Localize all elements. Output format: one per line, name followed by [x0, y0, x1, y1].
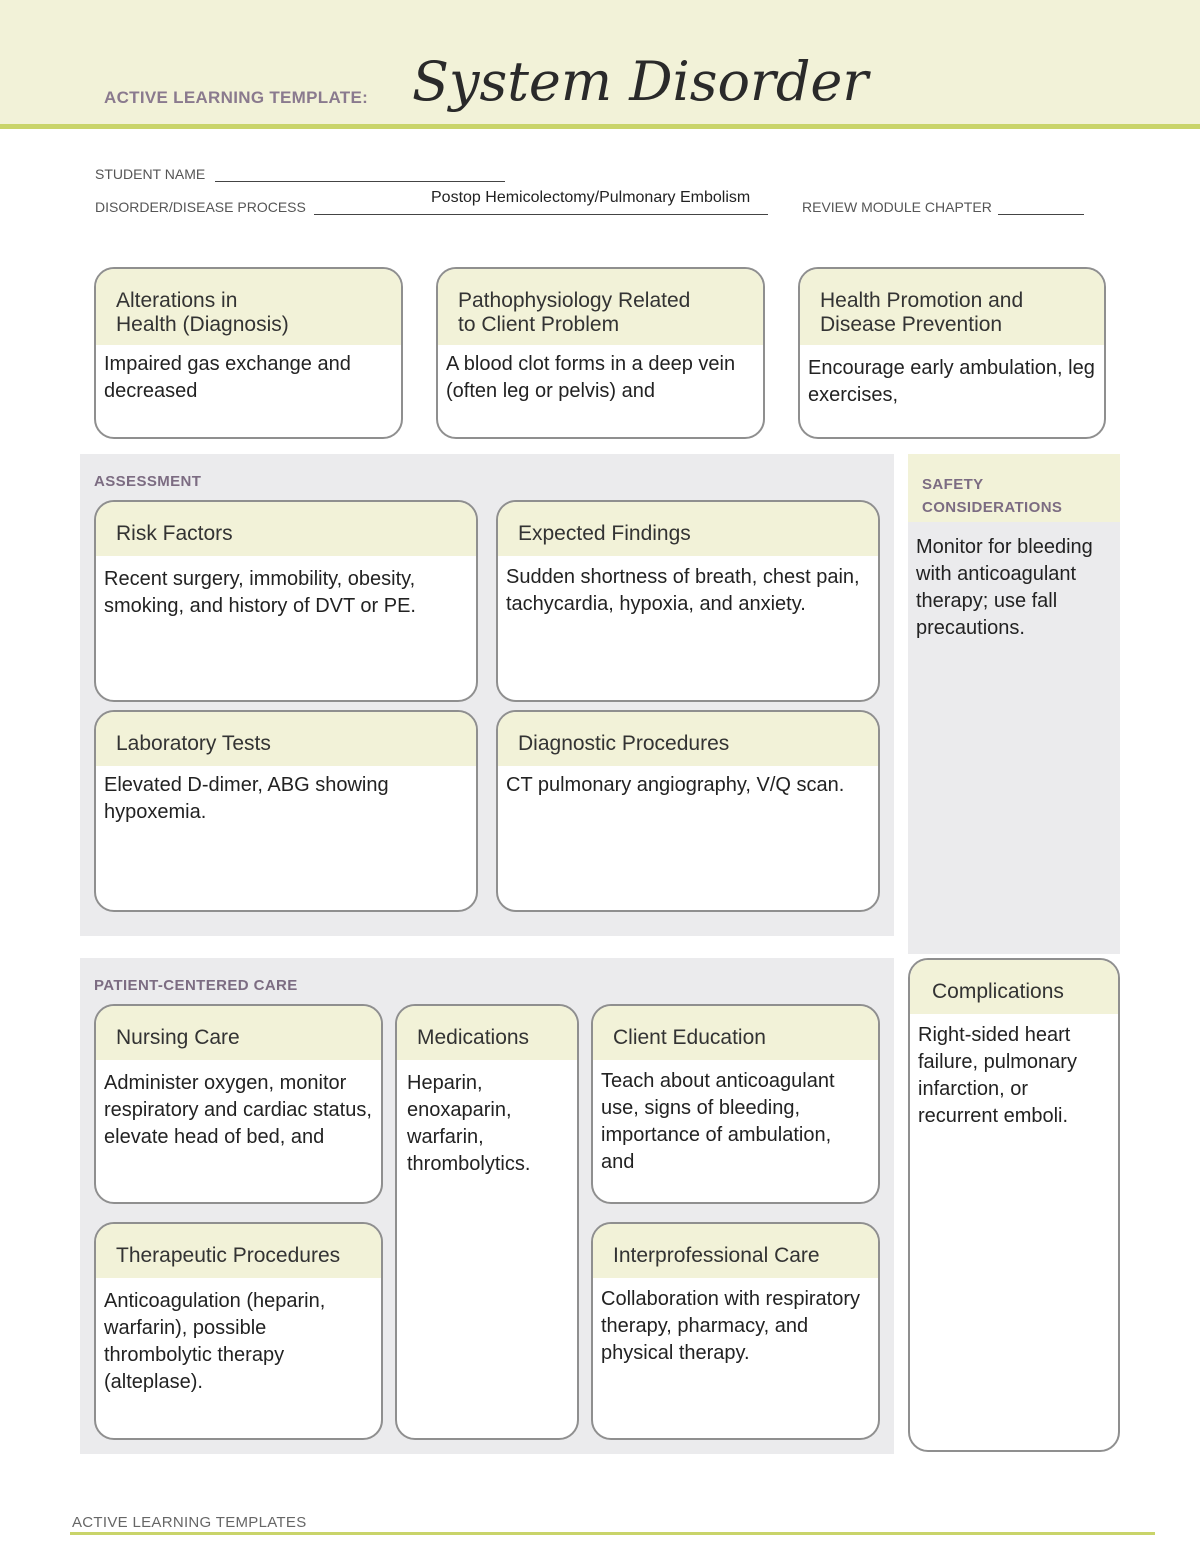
laboratory-tests-title: Laboratory Tests — [96, 712, 476, 766]
safety-heading-line1: SAFETY — [922, 476, 984, 493]
disorder-label: DISORDER/DISEASE PROCESS — [95, 199, 306, 215]
expected-findings-box — [496, 500, 880, 702]
alterations-header — [96, 269, 401, 345]
laboratory-tests-box — [94, 710, 478, 912]
student-name-label: STUDENT NAME — [95, 166, 206, 182]
safety-body[interactable]: Monitor for bleeding with anticoagulant therapy; use fall precautions. — [916, 536, 1093, 639]
interprofessional-care-body[interactable]: Collaboration with respiratory therapy, pharmacy, and physical therapy. — [601, 1288, 861, 1364]
review-module-row — [802, 199, 1084, 215]
nursing-care-box — [94, 1004, 383, 1204]
risk-factors-body[interactable]: Recent surgery, immobility, obesity, smoking, and history of DVT or PE. — [104, 568, 416, 617]
review-module-field[interactable] — [998, 200, 1084, 215]
footer-text: ACTIVE LEARNING TEMPLATES — [72, 1514, 307, 1531]
therapeutic-procedures-title: Therapeutic Procedures — [96, 1224, 381, 1278]
assessment-heading: ASSESSMENT — [94, 473, 202, 490]
diagnostic-procedures-body[interactable]: CT pulmonary angiography, V/Q scan. — [506, 774, 845, 796]
pathophysiology-body[interactable]: A blood clot forms in a deep vein (often leg or pelvis) and — [446, 353, 736, 402]
safety-panel — [908, 454, 1120, 954]
diagnostic-procedures-title: Diagnostic Procedures — [498, 712, 878, 766]
pathophysiology-header — [438, 269, 763, 345]
alterations-title-line1: Alterations in — [116, 289, 238, 312]
expected-findings-title: Expected Findings — [498, 502, 878, 556]
diagnostic-procedures-box — [496, 710, 880, 912]
safety-heading — [922, 473, 1062, 519]
patient-centered-care-heading: PATIENT-CENTERED CARE — [94, 977, 298, 994]
health-promotion-header — [800, 269, 1104, 345]
template-kicker: ACTIVE LEARNING TEMPLATE: — [104, 88, 369, 107]
interprofessional-care-title: Interprofessional Care — [593, 1224, 878, 1278]
alterations-box — [94, 267, 403, 439]
page-title: System Disorder — [412, 50, 869, 113]
therapeutic-procedures-body[interactable]: Anticoagulation (heparin, warfarin), possible thrombolytic therapy (alteplase). — [104, 1290, 326, 1393]
student-name-row — [95, 166, 505, 182]
alterations-body[interactable]: Impaired gas exchange and decreased — [104, 353, 351, 402]
complications-box — [908, 958, 1120, 1452]
client-education-body[interactable]: Teach about anticoagulant use, signs of bleeding, importance of ambulation, and — [601, 1070, 835, 1173]
medications-title: Medications — [397, 1006, 577, 1060]
risk-factors-box — [94, 500, 478, 702]
nursing-care-body[interactable]: Administer oxygen, monitor respiratory and cardiac status, elevate head of bed, and — [104, 1072, 372, 1148]
laboratory-tests-body[interactable]: Elevated D-dimer, ABG showing hypoxemia. — [104, 774, 389, 823]
health-promotion-title-line2: Disease Prevention — [820, 313, 1003, 336]
therapeutic-procedures-box — [94, 1222, 383, 1440]
client-education-title: Client Education — [593, 1006, 878, 1060]
disorder-value: Postop Hemicolectomy/Pulmonary Embolism — [431, 189, 751, 206]
complications-title: Complications — [910, 960, 1118, 1014]
health-promotion-box — [798, 267, 1106, 439]
interprofessional-care-box — [591, 1222, 880, 1440]
risk-factors-title: Risk Factors — [96, 502, 476, 556]
pathophysiology-title-line1: Pathophysiology Related — [458, 289, 691, 312]
client-education-box — [591, 1004, 880, 1204]
complications-body[interactable]: Right-sided heart failure, pulmonary infarction, or recurrent emboli. — [918, 1024, 1077, 1127]
health-promotion-title-line1: Health Promotion and — [820, 289, 1024, 312]
expected-findings-body[interactable]: Sudden shortness of breath, chest pain, tachycardia, hypoxia, and anxiety. — [506, 566, 860, 615]
medications-box — [395, 1004, 579, 1440]
nursing-care-title: Nursing Care — [96, 1006, 381, 1060]
pathophysiology-title-line2: to Client Problem — [458, 313, 620, 336]
review-module-label: REVIEW MODULE CHAPTER — [802, 199, 992, 215]
medications-body[interactable]: Heparin, enoxaparin, warfarin, thrombolytics. — [407, 1072, 531, 1175]
pathophysiology-box — [436, 267, 765, 439]
alterations-title-line2: Health (Diagnosis) — [116, 313, 289, 336]
health-promotion-body[interactable]: Encourage early ambulation, leg exercises, — [808, 357, 1095, 406]
footer-divider — [70, 1532, 1155, 1535]
disorder-row — [95, 189, 768, 215]
student-name-field[interactable] — [215, 167, 505, 182]
safety-heading-line2: CONSIDERATIONS — [922, 499, 1063, 516]
